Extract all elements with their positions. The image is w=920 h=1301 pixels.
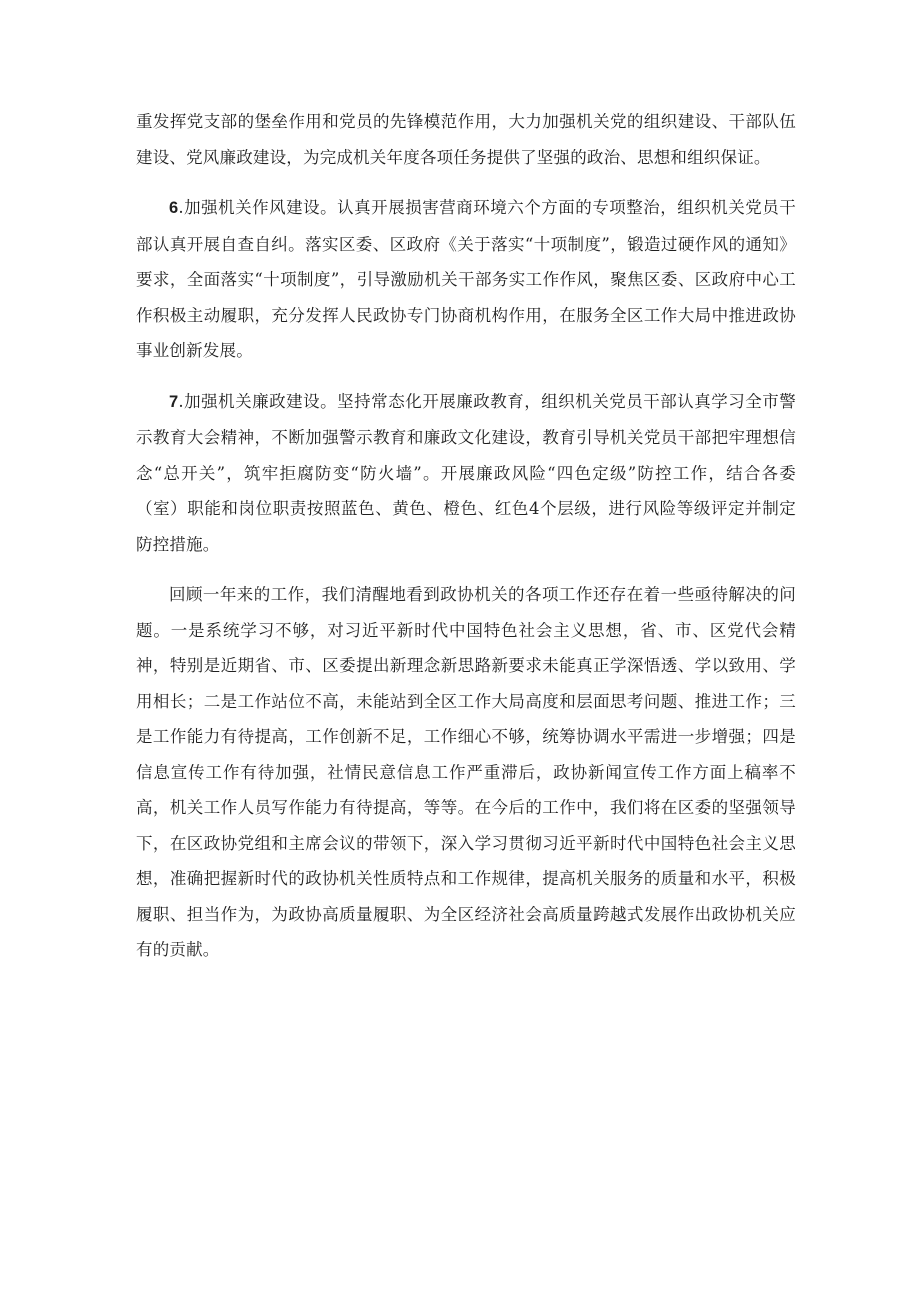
document-body: [136, 104, 796, 983]
paragraph-continuation: [136, 104, 796, 175]
paragraph-text: .加强机关廉政建设。坚持常态化开展廉政教育，组织机关党员干部认真学习全市警示教育大会精神，不断加强警示教育和廉政文化建设，教育引导机关党员干部把牢理想信念“总开关”，筑牢拒腐防变“防火墙”。开展廉政风险“四色定级”防控工作，结合各委（室）职能和岗位职责按照蓝色、黄色、橙色、红色4个层级，进行风险等级评定并制定防控措施。: [136, 391, 796, 554]
item-number: 7: [169, 392, 179, 411]
item-number: 6: [169, 199, 179, 217]
paragraph-review: [136, 577, 796, 968]
paragraph-text: .加强机关作风建设。认真开展损害营商环境六个方面的专项整治，组织机关党员干部认真开展自查自纠。落实区委、区政府《关于落实“十项制度”，锻造过硬作风的通知》要求，全面落实“十项制度”，引导激励机关干部务实工作作风，聚焦区委、区政府中心工作积极主动履职，充分发挥人民政协专门协商机构作用，在服务全区工作大局中推进政协事业创新发展。: [136, 198, 796, 360]
paragraph-text: 回顾一年来的工作，我们清醒地看到政协机关的各项工作还存在着一些亟待解决的问题。一是系统学习不够，对习近平新时代中国特色社会主义思想，省、市、区党代会精神，特别是近期省、市、区委提出新理念新思路新要求未能真正学深悟透、学以致用、学用相长；二是工作站位不高，未能站到全区工作大局高度和层面思考问题、推进工作；三是工作能力有待提高，工作创新不足，工作细心不够，统筹协调水平需进一步增强；四是信息宣传工作有待加强，社情民意信息工作严重滞后，政协新闻宣传工作方面上稿率不高，机关工作人员写作能力有待提高，等等。在今后的工作中，我们将在区委的坚强领导下，在区政协党组和主席会议的带领下，深入学习贯彻习近平新时代中国特色社会主义思想，准确把握新时代的政协机关性质特点和工作规律，提高机关服务的质量和水平，积极履职、担当作为，为政协高质量履职、为全区经济社会高质量跨越式发展作出政协机关应有的贡献。: [136, 585, 796, 959]
paragraph-item-7: [136, 384, 796, 563]
paragraph-item-6: [136, 190, 796, 369]
paragraph-text: 重发挥党支部的堡垒作用和党员的先锋模范作用，大力加强机关党的组织建设、干部队伍建设、党风廉政建设，为完成机关年度各项任务提供了坚强的政治、思想和组织保证。: [136, 112, 796, 167]
